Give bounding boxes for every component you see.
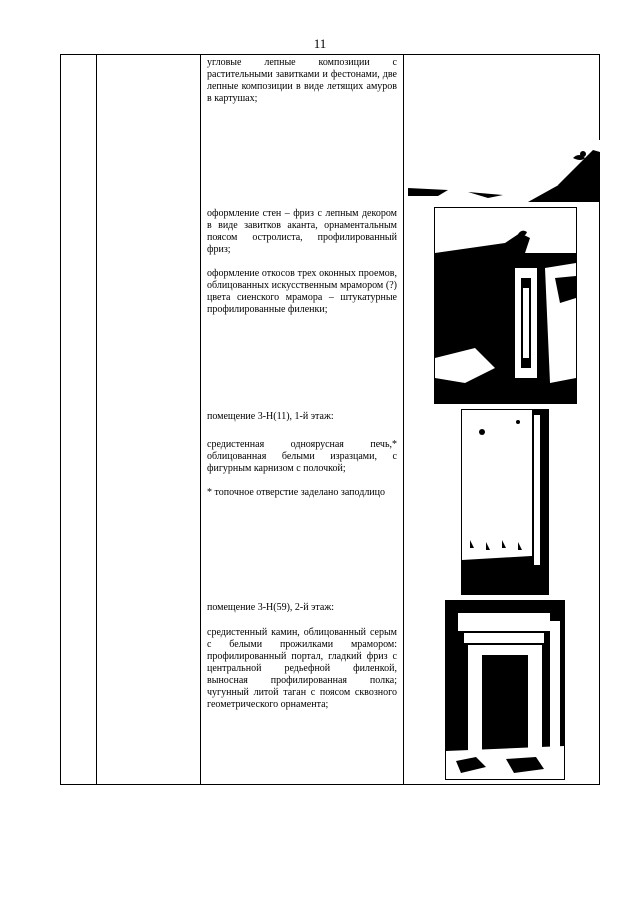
column-divider-3 (403, 54, 404, 785)
item-description: средистенная одноярусная печь,* облицованная белыми изразцами, с фигурным карнизом с полочкой; (207, 439, 397, 474)
table-left-border (60, 54, 61, 785)
item-description: оформление стен – фриз с лепным декором в виде завитков аканта, орнаментальным поясом остролиста, профилированный фриз; (207, 208, 397, 255)
item-description: средистенный камин, облицованный серым с белыми прожилками мрамором: профилированный портал, гладкий фриз с центральной редьефной филенкой, выносная профилированная полка; чугунный литой таган с поясом сквозного геометрического орнамента; (207, 627, 397, 710)
page-number: 11 (313, 36, 327, 51)
room-heading: помещение 3-Н(11), 1-й этаж: (207, 411, 334, 422)
column-divider-1 (96, 54, 97, 785)
stove-photo (461, 409, 549, 595)
ceiling-corner-photo (408, 140, 600, 202)
wall-frieze-photo (434, 207, 577, 404)
table-top-border (60, 54, 599, 55)
item-description: угловые лепные композиции с растительными завитками и фестонами, две лепные композиции в виде летящих амуров в картушах; (207, 57, 397, 104)
fireplace-photo (445, 600, 565, 780)
table-bottom-border (60, 784, 599, 785)
room-heading: помещение 3-Н(59), 2-й этаж: (207, 602, 335, 613)
column-divider-2 (200, 54, 201, 785)
item-description: оформление откосов трех оконных проемов, облицованных искусственным мрамором (?) цвета сиенского мрамора – штукатурные профилированные филенки; (207, 268, 397, 315)
footnote: * топочное отверстие заделано заподлицо (207, 487, 386, 498)
